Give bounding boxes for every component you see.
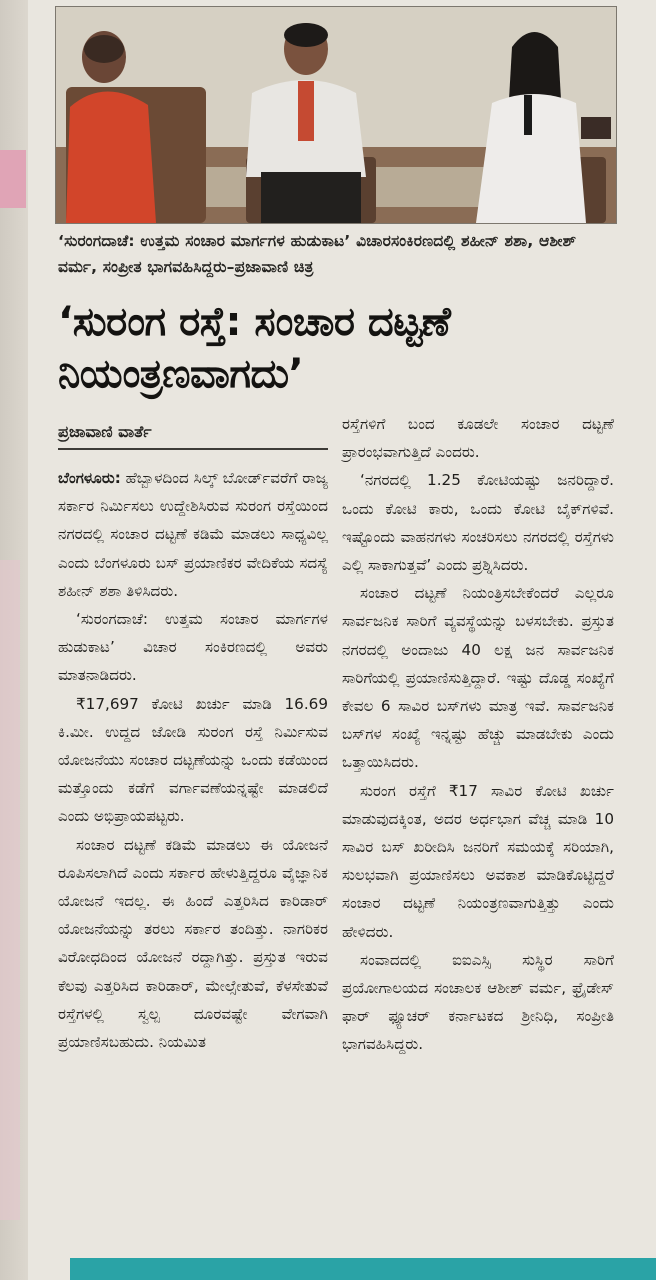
adjacent-page-tint [0, 560, 20, 1220]
byline: ಪ್ರಜಾವಾಣಿ ವಾರ್ತೆ [58, 422, 328, 450]
article-column-left [58, 464, 328, 1056]
news-photo [55, 6, 617, 224]
paragraph: ಸಂಚಾರ ದಟ್ಟಣೆ ನಿಯಂತ್ರಿಸಬೇಕೆಂದರೆ ಎಲ್ಲರೂ ಸಾರ್ವಜನಿಕ ಸಾರಿಗೆ ವ್ಯವಸ್ಥೆಯನ್ನು ಬಳಸಬೇಕು. ಪ್ರಸ್ತುತ ನಗರದಲ್ಲಿ ಅಂದಾಜು 40 ಲಕ್ಷ ಜನ ಸಾರ್ವಜನಿಕ ಸಾರಿಗೆಯಲ್ಲಿ ಪ್ರಯಾಣಿಸುತ್ತಿದ್ದಾರೆ. ಇಷ್ಟು ದೊಡ್ಡ ಸಂಖ್ಯೆಗೆ ಕೇವಲ 6 ಸಾವಿರ ಬಸ್‌ಗಳು ಮಾತ್ರ ಇವೆ. ಸಾರ್ವಜನಿಕ ಬಸ್‌ಗಳ ಸಂಖ್ಯೆ ಇನ್ನಷ್ಟು ಹೆಚ್ಚು ಮಾಡಬೇಕು ಎಂದು ಒತ್ತಾಯಿಸಿದರು. [342, 584, 614, 772]
paragraph: ₹17,697 ಕೋಟಿ ಖರ್ಚು ಮಾಡಿ 16.69 ಕಿ.ಮೀ. ಉದ್ದದ ಜೋಡಿ ಸುರಂಗ ರಸ್ತೆ ನಿರ್ಮಿಸುವ ಯೋಜನೆಯು ಸಂಚಾರ ದಟ್ಟಣೆಯನ್ನು ಒಂದು ಕಡೆಯಿಂದ ಮತ್ತೊಂದು ಕಡೆಗೆ ವರ್ಗಾವಣೆಯನ್ನಷ್ಟೇ ಮಾಡಲಿದೆ ಎಂದು ಅಭಿಪ್ರಾಯಪಟ್ಟರು. [58, 694, 328, 826]
paragraph: ‘ನಗರದಲ್ಲಿ 1.25 ಕೋಟಿಯಷ್ಟು ಜನರಿದ್ದಾರೆ. ಒಂದು ಕೋಟಿ ಕಾರು, ಒಂದು ಕೋಟಿ ಬೈಕ್‌ಗಳಿವೆ. ಇಷ್ಟೊಂದು ವಾಹನಗಳು ಸಂಚರಿಸಲು ನಗರದಲ್ಲಿ ರಸ್ತೆಗಳು ಎಲ್ಲಿ ಸಾಕಾಗುತ್ತವೆ’ ಎಂದು ಪ್ರಶ್ನಿಸಿದರು. [342, 471, 614, 575]
next-article-banner [70, 1258, 656, 1280]
panel-discussion-photo [56, 7, 616, 223]
paragraph: ‘ಸುರಂಗದಾಚೆ: ಉತ್ತಮ ಸಂಚಾರ ಮಾರ್ಗಗಳ ಹುಡುಕಾಟ’ ವಿಚಾರ ಸಂಕಿರಣದಲ್ಲಿ ಅವರು ಮಾತನಾಡಿದರು. [58, 610, 328, 685]
article-column-right [342, 410, 614, 1059]
dateline: ಬೆಂಗಳೂರು: [58, 469, 121, 487]
adjacent-page-color-block [0, 150, 26, 208]
paragraph: ರಸ್ತೆಗಳಿಗೆ ಬಂದ ಕೂಡಲೇ ಸಂಚಾರ ದಟ್ಟಣೆ ಪ್ರಾರಂಭವಾಗುತ್ತಿದೆ ಎಂದರು. [342, 415, 614, 462]
photo-caption: ‘ಸುರಂಗದಾಚೆ: ಉತ್ತಮ ಸಂಚಾರ ಮಾರ್ಗಗಳ ಹುಡುಕಾಟ’ ವಿಚಾರಸಂಕಿರಣದಲ್ಲಿ ಶಹೀನ್ ಶಶಾ, ಆಶೀಶ್ ವರ್ಮ, ಸಂಪ್ರೀತ ಭಾಗವಹಿಸಿದ್ದರು–ಪ್ರಜಾವಾಣಿ ಚಿತ್ರ [58, 232, 577, 276]
paragraph-lead [58, 464, 328, 605]
headline: ‘ಸುರಂಗ ರಸ್ತೆ: ಸಂಚಾರ ದಟ್ಟಣೆ ನಿಯಂತ್ರಣವಾಗದು’ [58, 299, 451, 397]
paragraph: ಸಂವಾದದಲ್ಲಿ ಐಐಎಸ್ಸಿ ಸುಸ್ಥಿರ ಸಾರಿಗೆ ಪ್ರಯೋಗಾಲಯದ ಸಂಚಾಲಕ ಆಶೀಶ್ ವರ್ಮ, ಫ್ರೈಡೇಸ್ ಫಾರ್ ಫ್ಯೂಚರ್ ಕರ್ನಾಟಕದ ಶ್ರೀನಿಧಿ, ಸಂಪ್ರೀತಿ ಭಾಗವಹಿಸಿದ್ದರು. [342, 950, 614, 1054]
paragraph-text: ಹೆಬ್ಬಾಳದಿಂದ ಸಿಲ್ಕ್ ಬೋರ್ಡ್‌ವರೆಗೆ ರಾಜ್ಯ ಸರ್ಕಾರ ನಿರ್ಮಿಸಲು ಉದ್ದೇಶಿಸಿರುವ ಸುರಂಗ ರಸ್ತೆಯಿಂದ ನಗರದಲ್ಲಿ ಸಂಚಾರ ದಟ್ಟಣೆ ಕಡಿಮೆ ಮಾಡಲು ಸಾಧ್ಯವಿಲ್ಲ ಎಂದು ಬೆಂಗಳೂರು ಬಸ್ ಪ್ರಯಾಣಿಕರ ವೇದಿಕೆಯ ಸದಸ್ಯೆ ಶಹೀನ್ ಶಶಾ ತಿಳಿಸಿದರು. [58, 469, 329, 600]
paragraph: ಸುರಂಗ ರಸ್ತೆಗೆ ₹17 ಸಾವಿರ ಕೋಟಿ ಖರ್ಚು ಮಾಡುವುದಕ್ಕಿಂತ, ಅದರ ಅರ್ಧಭಾಗ ವೆಚ್ಚ ಮಾಡಿ 10 ಸಾವಿರ ಬಸ್ ಖರೀದಿಸಿ ಜನರಿಗೆ ಸಮಯಕ್ಕೆ ಸರಿಯಾಗಿ, ಸುಲಭವಾಗಿ ಪ್ರಯಾಣಿಸಲು ಅವಕಾಶ ಮಾಡಿಕೊಟ್ಟಿದ್ದರೆ ಸಂಚಾರ ದಟ್ಟಣೆ ನಿಯಂತ್ರಣವಾಗುತ್ತಿತ್ತು ಎಂದು ಹೇಳಿದರು. [342, 781, 614, 941]
paragraph: ಸಂಚಾರ ದಟ್ಟಣೆ ಕಡಿಮೆ ಮಾಡಲು ಈ ಯೋಜನೆ ರೂಪಿಸಲಾಗಿದೆ ಎಂದು ಸರ್ಕಾರ ಹೇಳುತ್ತಿದ್ದರೂ ವೈಜ್ಞಾನಿಕ ಯೋಜನೆ ಇದಲ್ಲ. ಈ ಹಿಂದೆ ಎತ್ತರಿಸಿದ ಕಾರಿಡಾರ್ ಯೋಜನೆಯನ್ನು ತರಲು ಸರ್ಕಾರ ತಂದಿತ್ತು. ನಾಗರಿಕರ ವಿರೋಧದಿಂದ ಯೋಜನೆ ರದ್ದಾಗಿತ್ತು. ಪ್ರಸ್ತುತ ಇರುವ ಕೆಲವು ಎತ್ತರಿಸಿದ ಕಾರಿಡಾರ್, ಮೇಲ್ಸೇತುವೆ, ಕೆಳಸೇತುವೆ ರಸ್ತೆಗಳಲ್ಲಿ ಸ್ವಲ್ಪ ದೂರವಷ್ಟೇ ವೇಗವಾಗಿ ಪ್ರಯಾಣಿಸಬಹುದು. ನಿಯಮಿತ [58, 835, 328, 1052]
